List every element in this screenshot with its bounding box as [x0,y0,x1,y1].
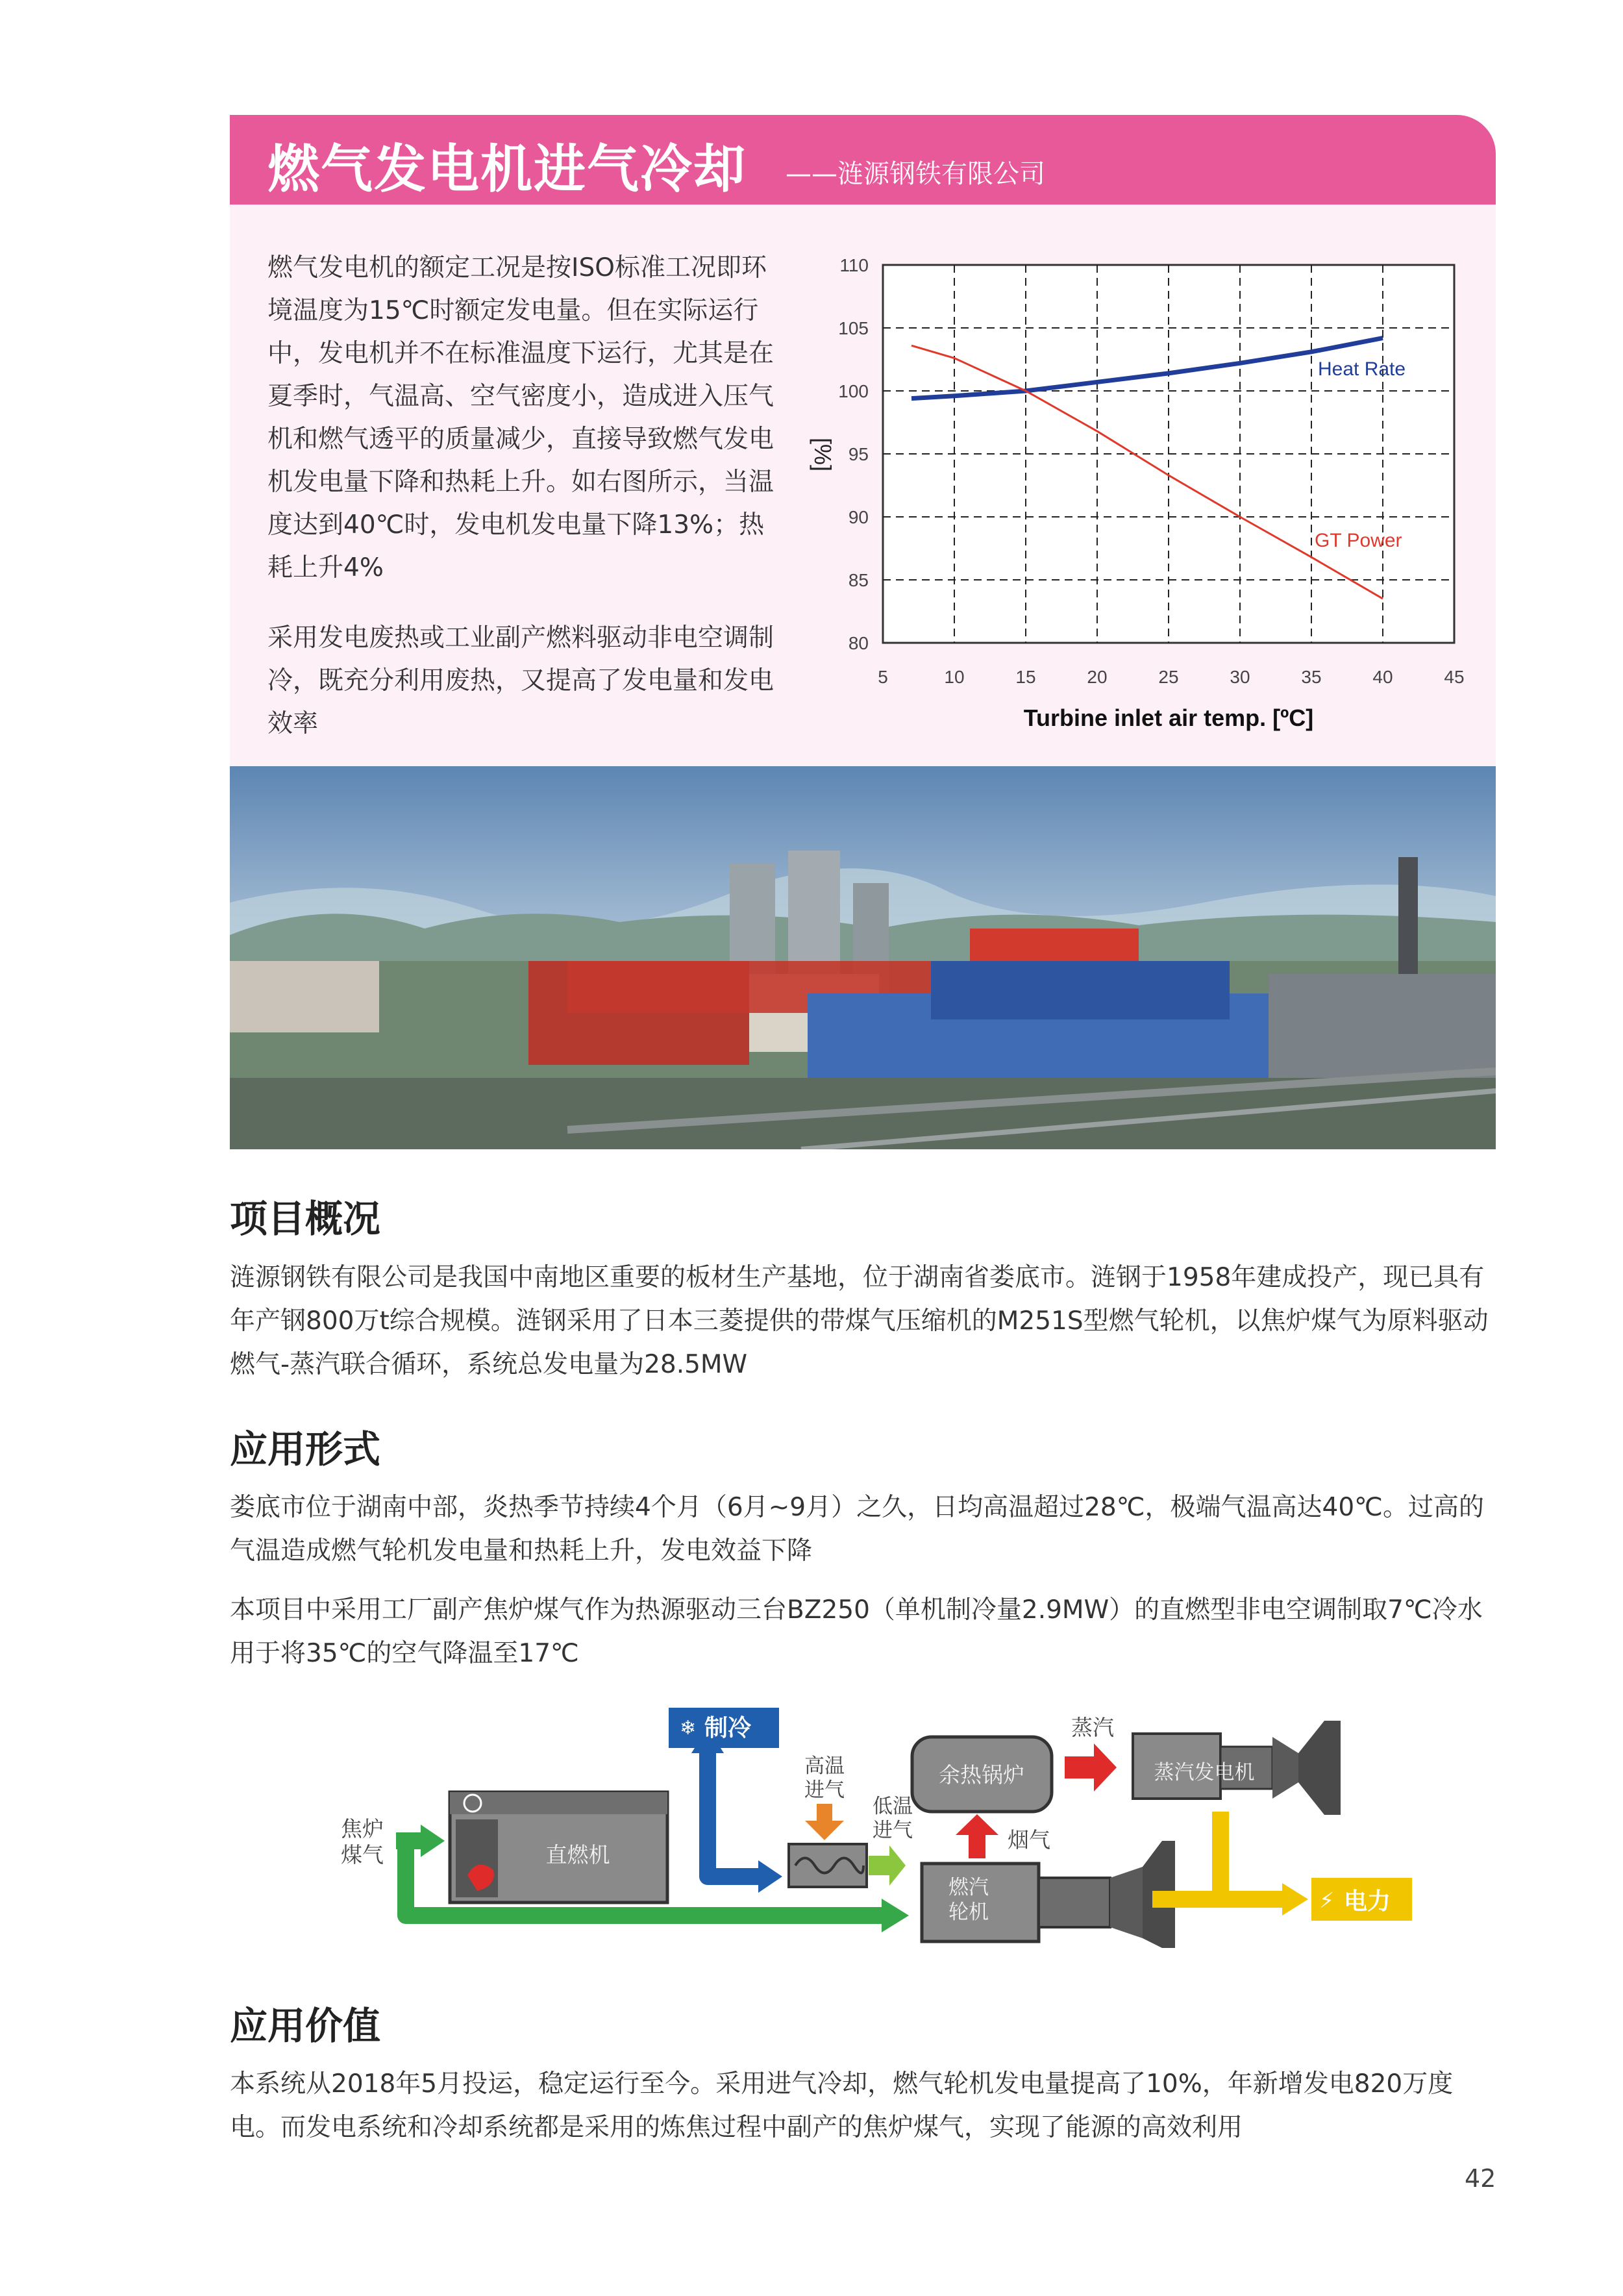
y-tick-label: 90 [848,507,869,527]
y-tick-labels [838,255,869,653]
high-temp-air-label: 高温 [804,1754,845,1778]
x-tick-label: 30 [1230,667,1250,687]
page-number: 42 [1465,2164,1496,2193]
x-axis-label: Turbine inlet air temp. [ºC] [1023,705,1314,731]
x-tick-label: 15 [1015,667,1036,687]
flue-gas-label: 烟气 [1008,1827,1050,1853]
steam-generator-label: 蒸汽发电机 [1154,1761,1255,1784]
coke-gas-label: 煤气 [341,1842,384,1867]
turbine-cone [1110,1867,1143,1938]
overview-paragraph: 涟源钢铁有限公司是我国中南地区重要的板材生产基地，位于湖南省娄底市。涟钢于1958年建成投产，现已具有年产钢800万t综合规模。涟钢采用了日本三菱提供的带煤气压缩机的M251S型燃气轮机，以焦炉煤气为原料驱动燃气-蒸汽联合循环，系统总发电量为28.5MW [230,1263,1489,1379]
x-tick-label: 40 [1372,667,1393,687]
page-subtitle: ——涟源钢铁有限公司 [786,159,1045,189]
gas-turbine-label: 燃汽 [948,1876,989,1899]
legend-gt-power: GT Power [1315,530,1402,551]
x-tick-label: 45 [1444,667,1465,687]
performance-chart [779,240,1480,747]
steam-label: 蒸汽 [1071,1715,1114,1740]
lightning-icon: ⚡ [1319,1888,1335,1913]
direct-fired-label: 直燃机 [545,1842,610,1867]
page-title: 燃气发电机进气冷却 [267,139,747,199]
x-tick-label: 5 [878,667,888,687]
power-label: 电力 [1344,1888,1391,1915]
application-paragraph: 娄底市位于湖南中部，炎热季节持续4个月（6月~9月）之久，日均高温超过28℃，极端气温高达40℃。过高的气温造成燃气轮机发电量和热耗上升，发电效益下降 [230,1493,1484,1566]
y-tick-label: 85 [848,570,869,590]
high-temp-air-label: 进气 [804,1778,845,1802]
x-tick-label: 20 [1087,667,1108,687]
x-tick-label: 10 [944,667,965,687]
y-axis-label: [%] [810,437,836,472]
gas-turbine-label: 轮机 [948,1901,989,1924]
low-temp-air-label: 进气 [873,1819,913,1842]
snowflake-icon: ❄ [680,1717,697,1740]
value-paragraph: 本系统从2018年5月投运，稳定运行至今。采用进气冷却，燃气轮机发电量提高了10%，年新增发电820万度电。而发电系统和冷却系统都是采用的炼焦过程中副产的焦炉煤气，实现了能源的高效利用 [230,2069,1454,2142]
x-tick-label: 25 [1158,667,1179,687]
coke-gas-label: 焦炉 [341,1816,384,1841]
process-diagram [312,1708,1428,1948]
waste-heat-boiler-label: 余热锅炉 [939,1762,1024,1788]
intro-paragraph: 采用发电废热或工业副产燃料驱动非电空调制冷，既充分利用废热，又提高了发电量和发电效率 [267,623,774,738]
intro-paragraph: 燃气发电机的额定工况是按ISO标准工况即环境温度为15℃时额定发电量。但在实际运行中，发电机并不在标准温度下运行，尤其是在夏季时，气温高、空气密度小，造成进入压气机和燃气透平的质量减少，直接导致燃气发电机发电量下降和热耗上升。如右图所示，当温度达到40℃时，发电机发电量下降13%；热耗上升4% [267,253,774,582]
y-tick-label: 105 [838,318,869,338]
y-tick-label: 95 [848,444,869,464]
y-tick-label: 110 [839,255,869,275]
cooling-label: 制冷 [704,1715,752,1741]
low-temp-air-label: 低温 [873,1795,913,1818]
section-heading-application: 应用形式 [230,1427,381,1471]
application-paragraph: 本项目中采用工厂副产焦炉煤气作为热源驱动三台BZ250（单机制冷量2.9MW）的直燃型非电空调制取7℃冷水用于将35℃的空气降温至17℃ [230,1595,1483,1668]
chilled-water-arrow [708,1750,760,1877]
x-tick-label: 35 [1301,667,1322,687]
y-tick-label: 80 [848,633,869,653]
section-heading-value: 应用价值 [230,2004,381,2048]
section-heading-overview: 项目概况 [230,1197,381,1241]
steel-plant-photo [230,766,1496,1149]
y-tick-label: 100 [838,381,869,401]
x-tick-labels [878,667,1464,687]
legend-heat-rate: Heat Rate [1318,358,1406,380]
